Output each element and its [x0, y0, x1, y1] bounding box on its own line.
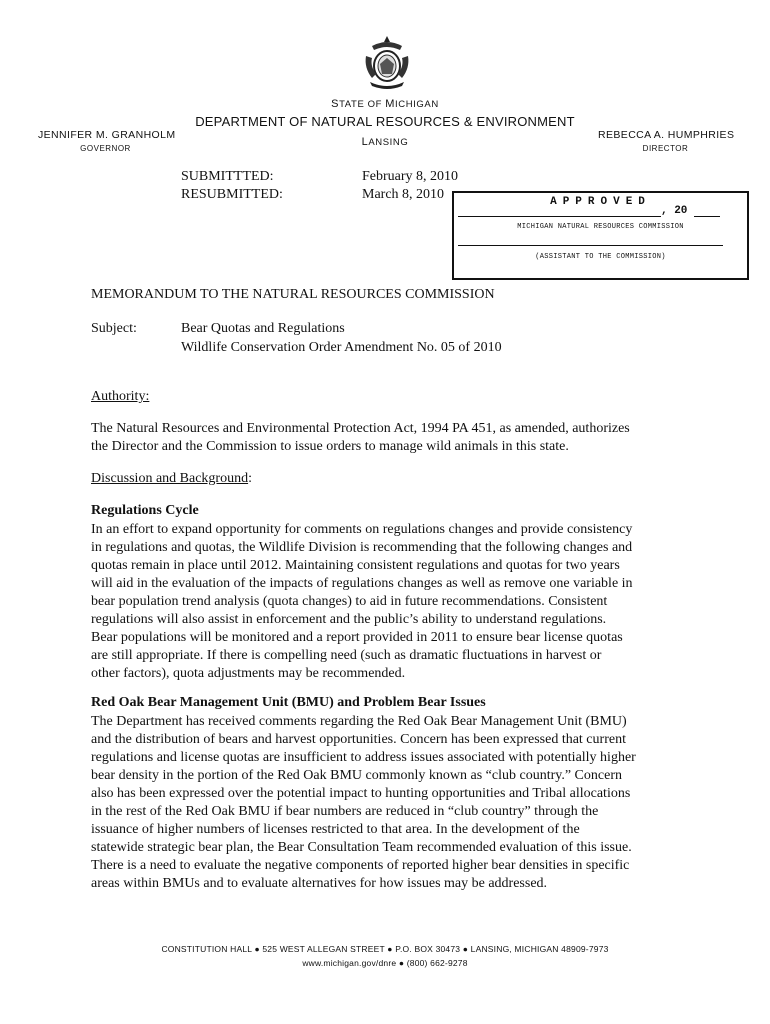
- assistant-caption: (ASSISTANT TO THE COMMISSION): [535, 253, 666, 261]
- state-name: STATE OF MICHIGAN: [331, 98, 439, 110]
- authority-paragraph: The Natural Resources and Environmental Protection Act, 1994 PA 451, as amended, authorizes the Director and the Commission to issue orders to manage wild animals in this state.: [91, 421, 630, 454]
- commission-caption: MICHIGAN NATURAL RESOURCES COMMISSION: [517, 223, 684, 231]
- subject-label: Subject:: [91, 321, 137, 336]
- governor-title: GOVERNOR: [80, 144, 131, 153]
- director-title: DIRECTOR: [642, 144, 689, 153]
- approval-box: [452, 191, 749, 280]
- approval-date-line: [458, 216, 661, 217]
- resubmitted-date: March 8, 2010: [362, 187, 445, 202]
- department-name: DEPARTMENT OF NATURAL RESOURCES & ENVIRONMENT: [195, 114, 575, 129]
- approval-year-prefix: , 20: [661, 205, 688, 217]
- submitted-date: February 8, 2010: [362, 169, 459, 184]
- footer-contact: www.michigan.gov/dnre ● (800) 662-9278: [302, 958, 468, 968]
- approval-year-line: [694, 216, 720, 217]
- red-oak-paragraph: The Department has received comments regarding the Red Oak Bear Management Unit (BMU) and the distribution of bears and harvest opportunities. Concern has been expressed that current regulations and license quotas are insufficient to address issues associated with potentially higher bear density in the portion of the Red Oak BMU commonly known as “club country.” Concern also has been expressed over the potential impact to hunting opportunities and Tribal allocations in the rest of the Red Oak BMU if bear numbers are reduced in “club country” through the issuance of higher numbers of licenses restricted to that area. In the development of the statewide strategic bear plan, the Bear Consultation Team recommended evaluation of this issue. There is a need to evaluate the negative components of reported higher bear densities in specific areas within BMUs and to evaluate alternatives for how issues may be addressed.: [91, 714, 636, 891]
- authority-heading: Authority:: [91, 389, 150, 404]
- resubmitted-label: RESUBMITTED:: [181, 187, 283, 202]
- governor-name: JENNIFER M. GRANHOLM: [38, 129, 176, 141]
- red-oak-heading: Red Oak Bear Management Unit (BMU) and Problem Bear Issues: [91, 695, 486, 710]
- regulations-cycle-paragraph: In an effort to expand opportunity for comments on regulations changes and provide consistency in regulations and quotas, the Wildlife Division is recommending that the following changes and quotas remain in place until 2012. Maintaining consistent regulations and quotas for two years will aid in the evaluation of the impacts of regulations changes as well as remove one variable in bear population trend analysis (quota changes) to aid in future recommendations. Consistent regulations will also assist in enforcement and the public’s ability to understand regulations. Bear populations will be monitored and a report provided in 2011 to ensure bear license quotas are still appropriate. If there is compelling need (such as dramatic fluctuations in harvest or other factors), quota adjustments may be recommended.: [91, 522, 633, 681]
- submitted-label: SUBMITTTED:: [181, 169, 274, 184]
- subject-line-1: Bear Quotas and Regulations: [181, 321, 345, 336]
- approved-title: APPROVED: [550, 196, 651, 208]
- michigan-state-seal-icon: [362, 34, 412, 92]
- regulations-cycle-heading: Regulations Cycle: [91, 503, 199, 518]
- footer-address: CONSTITUTION HALL ● 525 WEST ALLEGAN STREET ● P.O. BOX 30473 ● LANSING, MICHIGAN 48909-7973: [161, 944, 609, 954]
- city-name: LANSING: [361, 136, 409, 148]
- director-name: REBECCA A. HUMPHRIES: [598, 129, 735, 141]
- discussion-heading: Discussion and Background:: [91, 471, 252, 486]
- subject-line-2: Wildlife Conservation Order Amendment No. 05 of 2010: [181, 340, 502, 355]
- memo-heading: MEMORANDUM TO THE NATURAL RESOURCES COMMISSION: [91, 287, 495, 302]
- assistant-signature-line: [458, 245, 723, 246]
